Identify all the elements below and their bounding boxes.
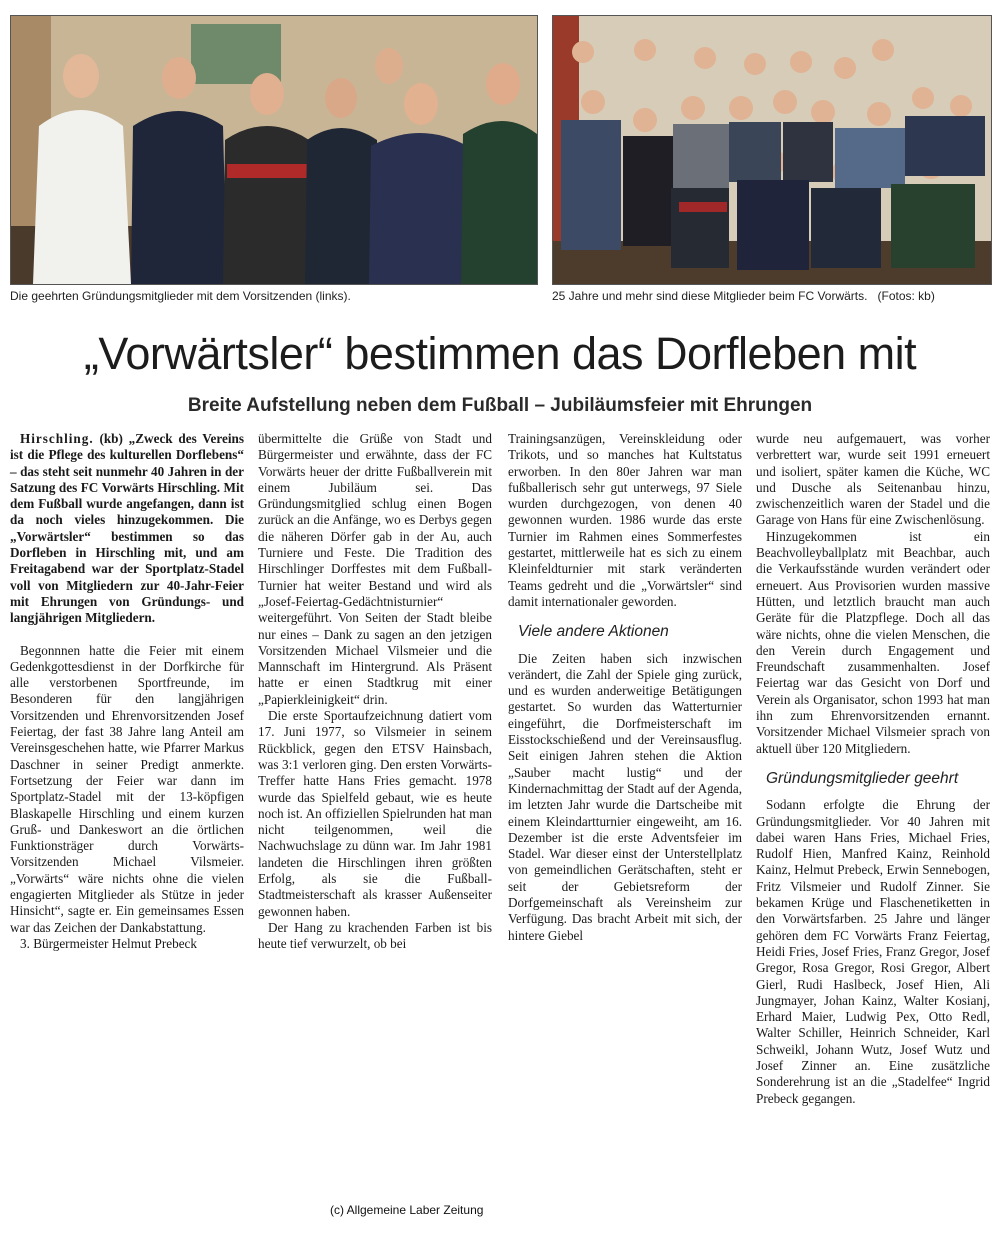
subheadline: Breite Aufstellung neben dem Fußball – Jubiläumsfeier mit Ehrungen [187,395,813,416]
lead-text: „Zweck des Vereins ist die Pflege des kulturellen Dorflebens“ – das steht seit nunmehr 40 Jahren in der Satzung des FC Vorwärts Hirschling. Mit dem Fußball wurde angefangen, dann ist da noch vieles hinzugekommen. Die „Vorwärtsler“ bestimmen so das Dorfleben in Hirschling mit, und am Freitagabend war der Sportplatz-Stadel voll von Mitgliedern zur 40-Jahr-Feier mit Ehrungen von Gründungs- und langjährigen Mitgliedern. [10,431,245,626]
photo-long-term-members [552,15,992,285]
photo-long-term-members-image [553,16,991,284]
headline: „Vorwärtsler“ bestimmen das Dorfleben mit [83,328,917,379]
article-paragraph: übermittelte die Grüße von Stadt und Bürgermeister und erwähnte, dass der FC Vorwärts heuer der dritte Fußballverein mit einem Jubiläum sei. Das Gründungsmitglied schlug einen Bogen zurück an die Anfänge, wo es Derbys gegen die näheren Dörfer gab in der Au, auch Turniere und Feste. Die Tradition des Hirschlinger Dorffestes mit dem Fußball-Turnier hat weiter Bestand und wird als „Josef-Feiertag-Gedächtnisturnier“ weitergeführt. Von Seiten der Stadt bleibe nur eines – Dank zu sagen an den jetzigen Vorsitzenden Michael Vilsmeier und die Mannschaft im Hintergrund. Als Präsent hatte er einen Stadtkrug mit einer „Papierkleinigkeit“ drin. [258,431,492,707]
author-tag: (kb) [99,431,123,446]
article-paragraph: Die erste Sportaufzeichnung datiert vom 17. Juni 1977, so Vilsmeier in seinem Rückblick, gegen den ETSV Hainsbach, was 3:1 verloren ging. Den ersten Vorwärts-Treffer hatte Hans Fries gemacht. 1978 wurde das Spielfeld gebaut, wie es heute noch ist. An offiziellen Spielrunden hat man nicht teilgenommen, weil die Nachwuchslage zu dünn war. Im Jahr 1981 landeten die Hirschlingen ihren größten Erfolg, als sie die Fußball-Stadtmeisterschaft als krasser Außenseiter gewonnen haben. [258,708,492,919]
photo-founding-members-image [11,16,537,284]
photo-caption-left: Die geehrten Gründungsmitglieder mit dem Vorsitzenden (links). [10,289,351,303]
dateline-place: Hirschling. [20,431,94,446]
article-paragraph: Begonnnen hatte die Feier mit einem Gedenkgottesdienst in der Dorfkirche für alle verstorbenen Sportfreunde, im Besonderen für den langjährigen Vorsitzenden und Ehrenvorsitzenden Josef Feiertag, der fast 38 Jahre lang Anteil am Vereinsgeschehen hatte, wie Pfarrer Markus Daschner in seiner Predigt anmerkte. Fortsetzung der Feier war dann im Sportplatz-Stadel mit der 13-köpfigen Blaskapelle Hirschling und einem kurzen Gruß- und Dankeswort an die örtlichen Funktionsträger durch Vorwärts-Vorsitzenden Michael Vilsmeier. „Vorwärts“ wäre nichts ohne die vielen engagierten Mitglieder als Stütze in jeder Hinsicht“, sagte er. Ein gemeinsames Essen war das Zeichen der Dankabstattung. [10,642,244,935]
article-column-4 [756,431,990,1107]
photo-caption-right [552,289,935,303]
photo-credit: (Fotos: kb) [877,289,935,303]
article-paragraph: 3. Bürgermeister Helmut Prebeck [20,935,198,951]
article-paragraph: Die Zeiten haben sich inzwischen verändert, die Zahl der Spiele ging zurück, und es wurden anderweitige Betätigungen gestartet. So wurden das Watterturnier eingeführt, die Dorfmeisterschaft im Eisstockschießend und der Vereinsausflug. Seit einigen Jahren stehen die Aktion „Sauber macht lustig“ und der Kindernachmittag der Stadt auf der Agenda, im letzten Jahr wurde die Dartscheibe mit einem Kleindartturnier eingeweiht, am 16. Dezember ist die erste Adventsfeier im Stadel. War dieser einst der Unterstellplatz von gemeindlichen Gerätschaften, steht er seit der Gebietsreform der Dorfgemeinschaft als Vereinsheim zur Verfügung. Das bracht Arbeit mit sich, der hintere Giebel [508,650,742,943]
photo-caption-right-text: 25 Jahre und mehr sind diese Mitglieder beim FC Vorwärts. [552,289,868,303]
section-heading: Viele andere Aktionen [518,623,669,641]
article-paragraph: Trainingsanzügen, Vereinskleidung oder Trikots, und so manches hat Kultstatus erworben. In den 80er Jahren war man fußballerisch sehr gut unterwegs, 97 Siele wurden durchgezogen, von denen 40 gewonnen wurden. 1986 wurde das erste Turnier im Rahmen eines Sommerfestes gestartet, mittlerweile hat es sich zu einem Kleinfeldturnier mit stark veränderten Teams gedreht und die „Vorwärtsler“ sind damit internationaler geworden. [508,431,742,609]
article-paragraph: Hinzugekommen ist ein Beachvolleyballplatz mit Beachbar, auch die Verkaufsstände wurden verändert oder erneuert. Aus Provisorien wurden massive Hütten, und letztlich braucht man auch Geräte für die Platzpflege. Doch all das wäre nichts, ohne die vielen Menschen, die den Verein durch Engagement und Freundschaft zusammenhalten. Josef Feiertag war das Gesicht von Dorf und Verein als Organisator, schon 1993 hat man ihn zum Ehrenvorsitzenden ernannt. Vorsitzender Michael Vilsmeier sprach von aktuell über 120 Mitgliedern. [756,528,990,756]
copyright-notice: (c) Allgemeine Laber Zeitung [330,1203,484,1217]
article-lead [10,431,244,627]
article-paragraph: Der Hang zu krachenden Farben ist bis heute tief verwurzelt, ob bei [258,919,492,952]
photo-founding-members [10,15,538,285]
article-column-2 [258,431,492,953]
section-heading: Gründungsmitglieder geehrt [766,769,959,787]
article-column-3 [508,431,742,944]
article-column-1 [10,431,244,952]
article-paragraph: Sodann erfolgte die Ehrung der Gründungsmitglieder. Vor 40 Jahren mit dabei waren Hans Fries, Michael Fries, Rudolf Hien, Manfred Kainz, Reinhold Kainz, Helmut Prebeck, Erwin Sennebogen, Fritz Vilsmeier und Rudolf Zinner. Sie bekamen Krüge und Flaschenetiketten in den Vorwärtsfarben. 25 Jahre und länger gehören dem FC Vorwärts Franz Feiertag, Heidi Fries, Josef Fries, Franz Gregor, Josef Gregor, Rosa Gregor, Rosi Gregor, Albert Gierl, Rudi Haslbeck, Josef Hien, Ali Jungmayer, Johan Kainz, Walter Kosianj, Erhard Maier, Ludwig Pex, Otto Redl, Walter Schiller, Heinrich Schneider, Karl Schweikl, Johann Wutz, Josef Wutz und Josef Zinner an. Eine zusätzliche Sonderehrung ist an die „Stadelfee“ Ingrid Prebeck gegangen. [756,797,990,1106]
article-paragraph: wurde neu aufgemauert, was vorher verbrettert war, wurde seit 1991 erneuert und isoliert, später kamen die Küche, WC und Dusche als Seitenanbau hinzu, zwischenzeitlich waren der Stadel und die Garage von Hans für eine Zwischenlösung. [756,431,990,528]
